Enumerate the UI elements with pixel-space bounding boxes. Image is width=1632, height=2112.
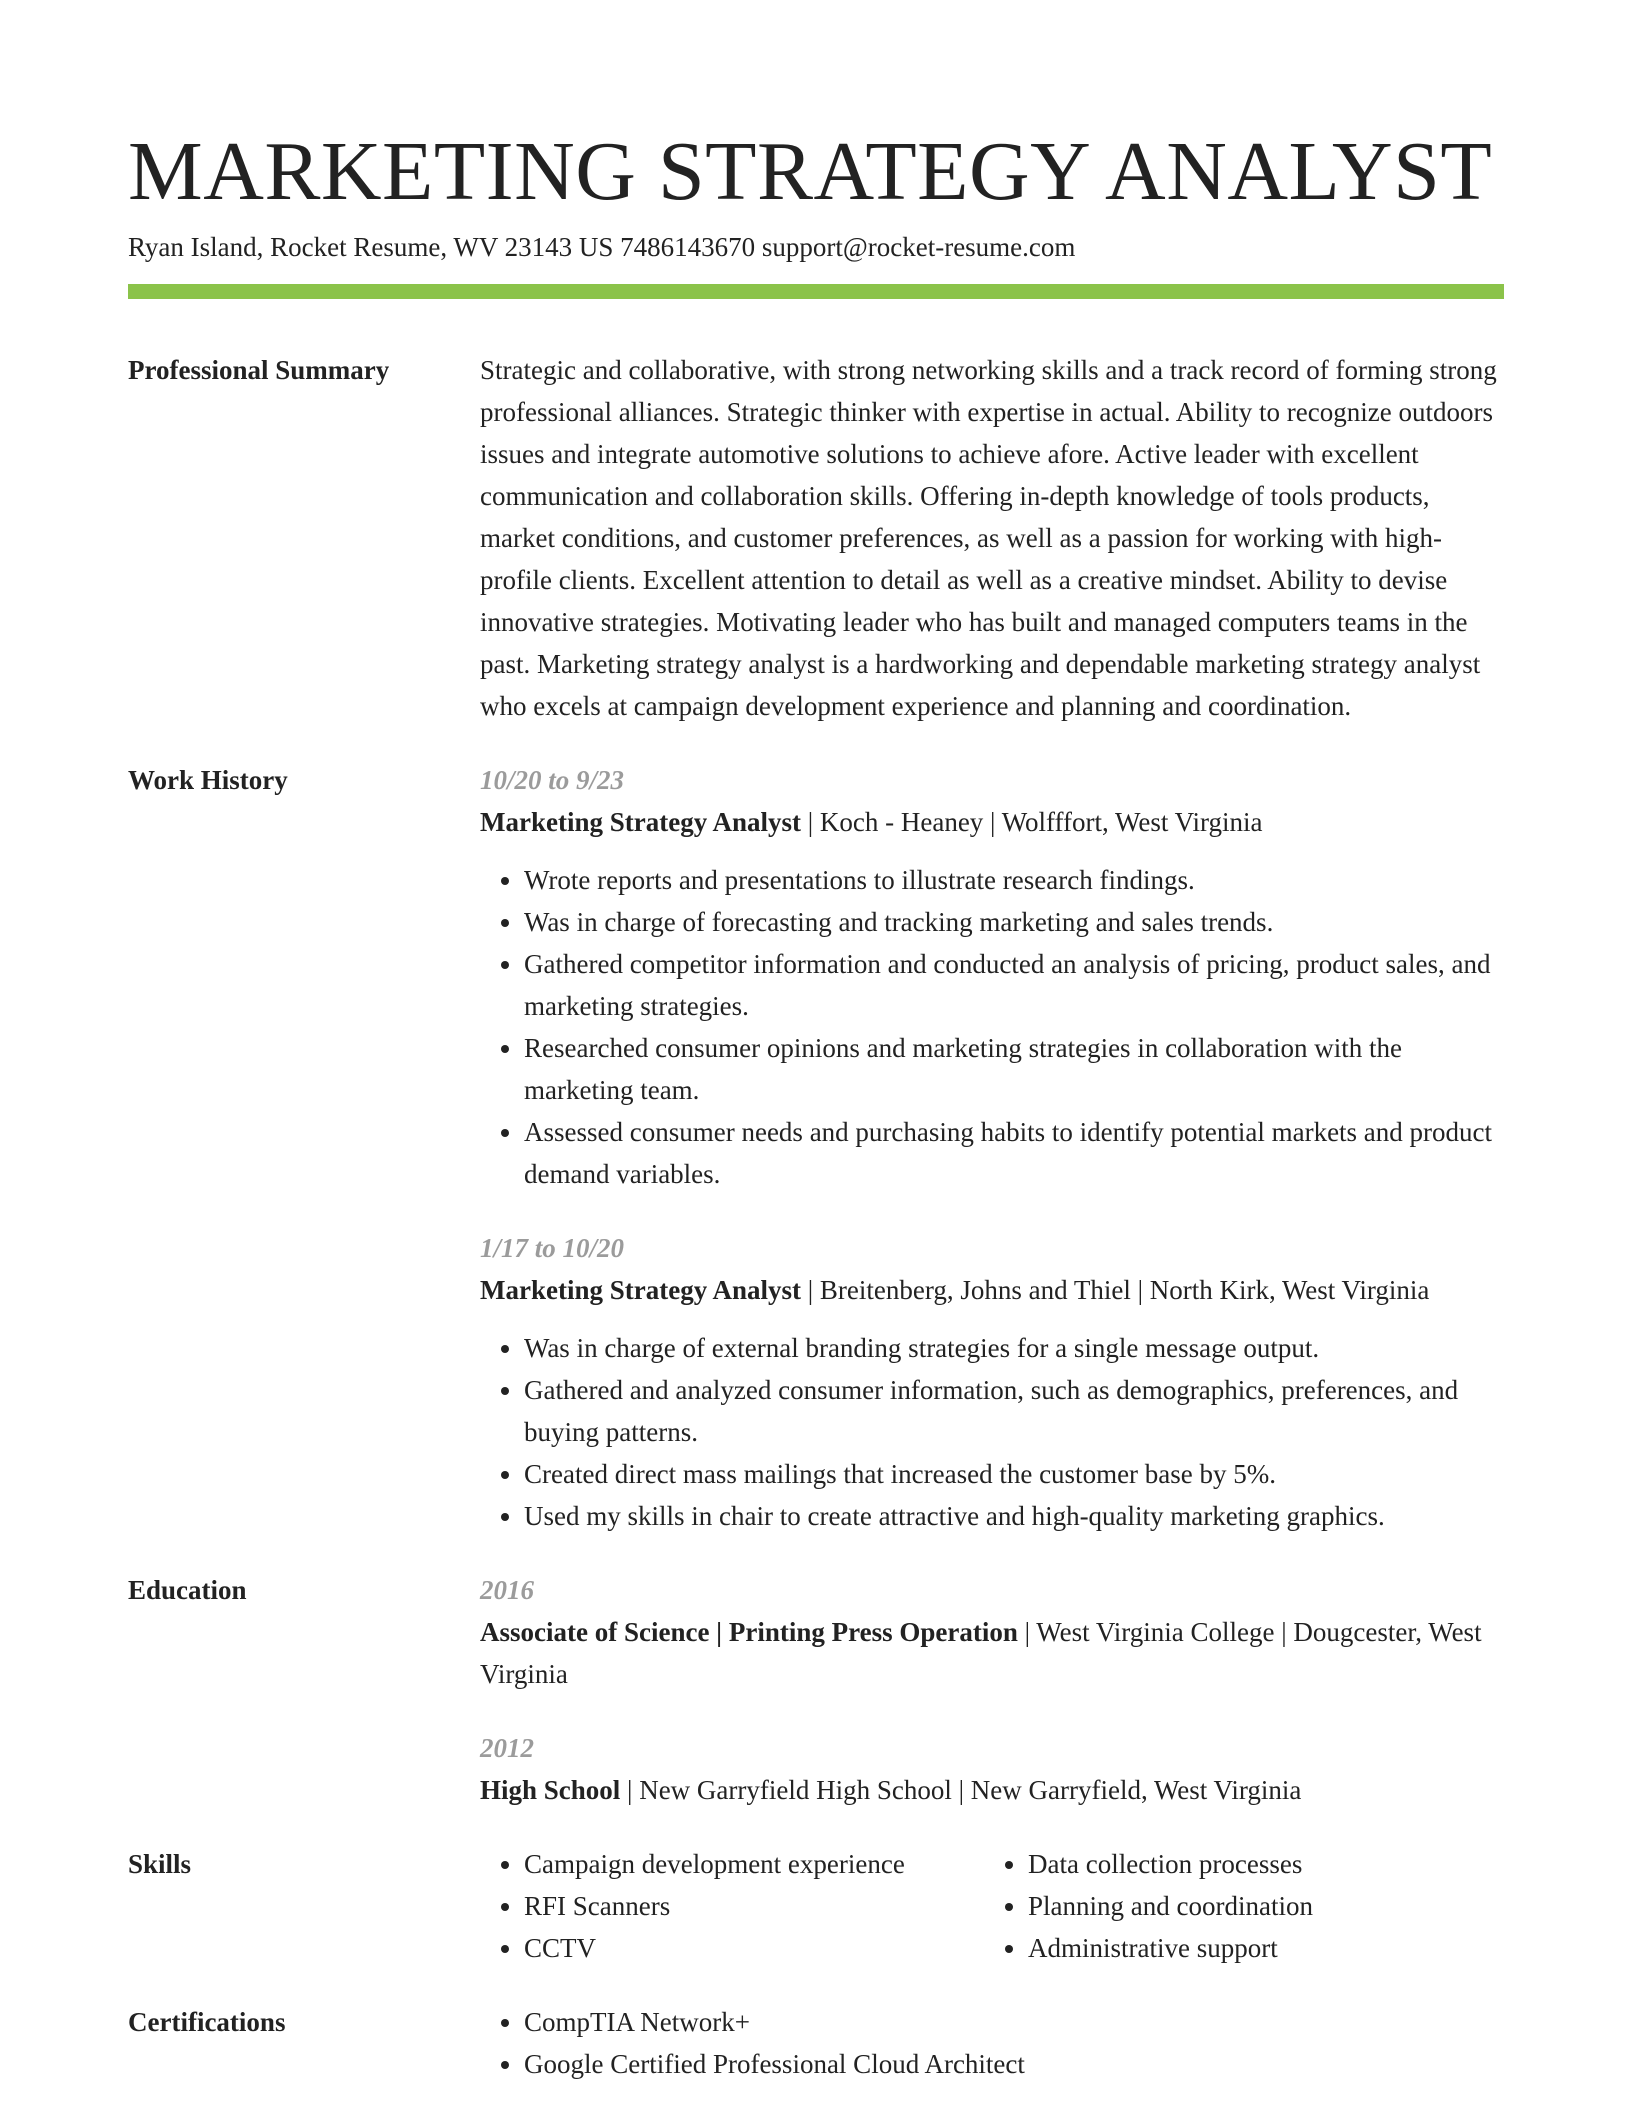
accent-divider bbox=[128, 284, 1504, 299]
certifications-list bbox=[480, 2001, 1504, 2085]
job-date: 10/20 to 9/23 bbox=[480, 765, 625, 795]
summary-text: Strategic and collaborative, with strong networking skills and a track record of forming strong professional alliances. Strategic thinker with expertise in actual. Ability to recognize outdoors issues and integrate automotive solutions to achieve afore. Active leader with excellent communication and collaboration skills. Offering in-depth knowledge of tools products, market conditions, and customer preferences, as well as a passion for working with high-profile clients. Excellent attention to detail as well as a creative mindset. Ability to devise innovative strategies. Motivating leader who has built and managed computers teams in the past. Marketing strategy analyst is a hardworking and dependable marketing strategy analyst who excels at campaign development experience and planning and coordination. bbox=[480, 355, 1497, 721]
contact-line: Ryan Island, Rocket Resume, WV 23143 US 7486143670 support@rocket-resume.com bbox=[128, 232, 1076, 262]
job-date: 1/17 to 10/20 bbox=[480, 1233, 625, 1263]
certification-item: • Google Certified Professional Cloud Architect bbox=[524, 2043, 1504, 2085]
job-bullet: • Was in charge of forecasting and tracking marketing and sales trends. bbox=[524, 901, 1504, 943]
job-bullet: • Used my skills in chair to create attractive and high-quality marketing graphics. bbox=[524, 1495, 1504, 1537]
job-bullet: • Gathered competitor information and conducted an analysis of pricing, product sales, and marketing strategies. bbox=[524, 943, 1504, 1027]
work-history-section bbox=[128, 759, 1504, 1537]
skill-item: • Campaign development experience bbox=[524, 1843, 984, 1885]
job-bullet: • Researched consumer opinions and marketing strategies in collaboration with the marketing team. bbox=[524, 1027, 1504, 1111]
job-bullet: • Assessed consumer needs and purchasing habits to identify potential markets and product demand variables. bbox=[524, 1111, 1504, 1195]
skills-columns bbox=[480, 1843, 1504, 1969]
job-title: Marketing Strategy Analyst bbox=[480, 807, 801, 837]
education-date: 2016 bbox=[480, 1575, 534, 1605]
job-role-line bbox=[480, 1269, 1504, 1311]
skill-item: • Administrative support bbox=[1028, 1927, 1488, 1969]
job-bullet: • Wrote reports and presentations to illustrate research findings. bbox=[524, 859, 1504, 901]
education-date: 2012 bbox=[480, 1733, 534, 1763]
skills-column bbox=[480, 1843, 984, 1969]
skills-heading: Skills bbox=[128, 1849, 192, 1879]
job-title: Marketing Strategy Analyst bbox=[480, 1275, 801, 1305]
certification-item: • CompTIA Network+ bbox=[524, 2001, 1504, 2043]
education-line bbox=[480, 1769, 1504, 1811]
certifications-section bbox=[128, 2001, 1504, 2085]
job-entry bbox=[480, 1227, 1504, 1537]
job-bullet: • Created direct mass mailings that increased the customer base by 5%. bbox=[524, 1453, 1504, 1495]
education-details: | West Virginia College | Dougcester, West Virginia bbox=[480, 1617, 1482, 1689]
education-section bbox=[128, 1569, 1504, 1811]
skills-column bbox=[984, 1843, 1488, 1969]
education-entry bbox=[480, 1727, 1504, 1811]
job-bullets bbox=[480, 859, 1504, 1195]
resume-title: MARKETING STRATEGY ANALYST bbox=[128, 125, 1493, 218]
job-details: | Breitenberg, Johns and Thiel | North Kirk, West Virginia bbox=[800, 1275, 1430, 1305]
job-bullets bbox=[480, 1327, 1504, 1537]
education-details: | New Garryfield High School | New Garryfield, West Virginia bbox=[620, 1775, 1302, 1805]
education-entry bbox=[480, 1569, 1504, 1695]
education-line bbox=[480, 1611, 1504, 1695]
education-heading: Education bbox=[128, 1575, 247, 1605]
skill-item: • Planning and coordination bbox=[1028, 1885, 1488, 1927]
job-details: | Koch - Heaney | Wolfffort, West Virginia bbox=[800, 807, 1263, 837]
job-entry bbox=[480, 759, 1504, 1195]
education-degree: Associate of Science | Printing Press Operation bbox=[480, 1617, 1018, 1647]
skill-item: • Data collection processes bbox=[1028, 1843, 1488, 1885]
skills-section bbox=[128, 1843, 1504, 1969]
job-bullet: • Gathered and analyzed consumer information, such as demographics, preferences, and buying patterns. bbox=[524, 1369, 1504, 1453]
resume-page bbox=[128, 0, 1504, 2085]
certifications-heading: Certifications bbox=[128, 2007, 286, 2037]
summary-section bbox=[128, 349, 1504, 727]
work-history-heading: Work History bbox=[128, 765, 288, 795]
job-role-line bbox=[480, 801, 1504, 843]
skill-item: • CCTV bbox=[524, 1927, 984, 1969]
job-bullet: • Was in charge of external branding strategies for a single message output. bbox=[524, 1327, 1504, 1369]
skill-item: • RFI Scanners bbox=[524, 1885, 984, 1927]
education-degree: High School bbox=[480, 1775, 621, 1805]
summary-heading: Professional Summary bbox=[128, 355, 390, 385]
